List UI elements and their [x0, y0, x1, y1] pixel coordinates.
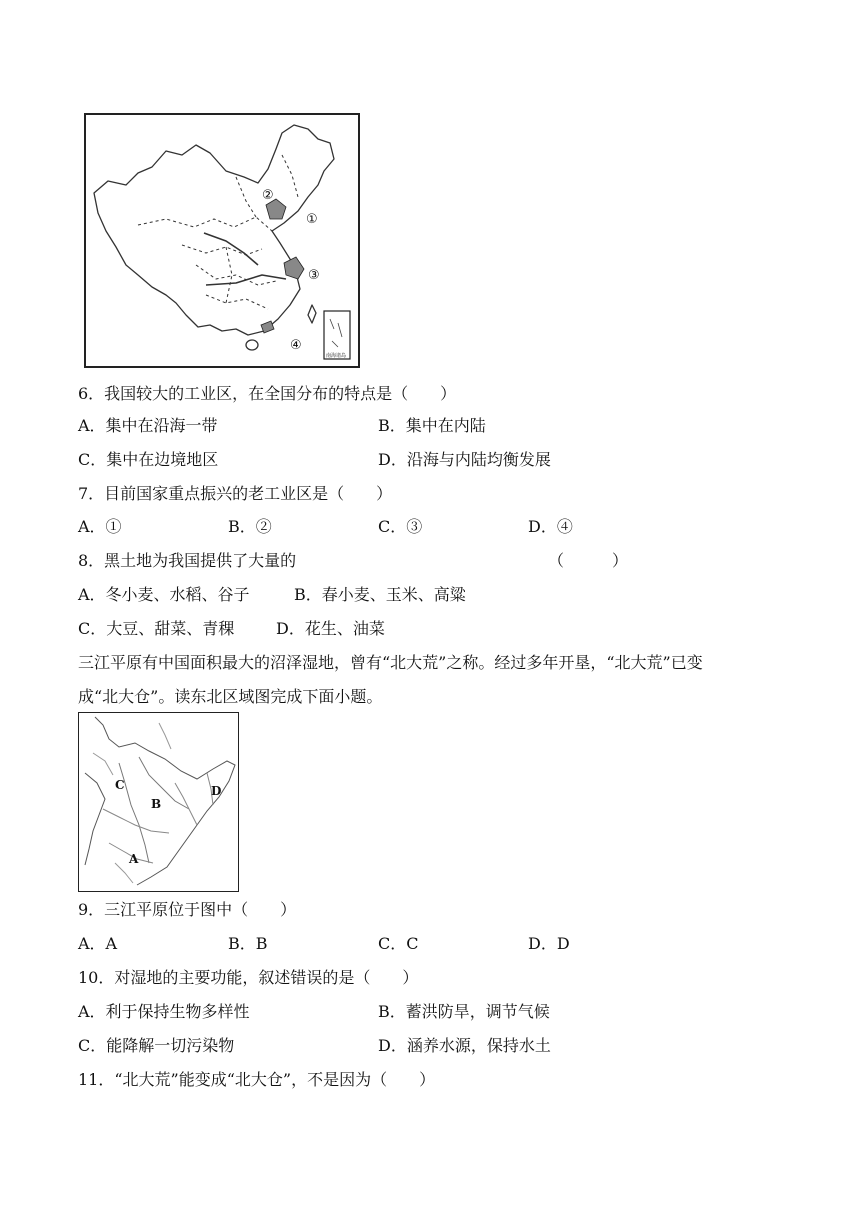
marker-2: ② [262, 188, 274, 203]
q8-answer-paren: （ ） [548, 551, 629, 570]
industry-zone-3 [284, 257, 304, 279]
q7-stem: 7．目前国家重点振兴的老工业区是（ ） [78, 484, 393, 503]
map2-label-d: D [211, 784, 222, 798]
q7-option-d[interactable]: D．④ [528, 517, 573, 536]
q6-option-b[interactable]: B．集中在内陆 [378, 416, 486, 435]
passage-line-1: 三江平原有中国面积最大的沼泽湿地，曾有“北大荒”之称。经过多年开垦，“北大荒”已变 [78, 653, 703, 672]
q10-option-a[interactable]: A．利于保持生物多样性 [78, 1002, 250, 1021]
q7-option-c[interactable]: C．③ [378, 517, 423, 536]
northeast-outline-drawing [79, 713, 238, 891]
china-outline-drawing [86, 115, 358, 366]
q6-option-d[interactable]: D．沿海与内陆均衡发展 [378, 450, 551, 469]
q9-option-a[interactable]: A．A [78, 934, 118, 953]
marker-4: ④ [290, 338, 302, 353]
q9-option-b[interactable]: B．B [228, 934, 268, 953]
q6-option-c[interactable]: C．集中在边境地区 [78, 450, 219, 469]
industry-zone-4 [261, 321, 274, 333]
q8-option-b[interactable]: B．春小麦、玉米、高粱 [294, 585, 466, 604]
map2-label-a: A [129, 852, 139, 866]
svg-text:南海诸岛: 南海诸岛 [326, 353, 347, 359]
q6-option-a[interactable]: A．集中在沿海一带 [78, 416, 218, 435]
q11-stem: 11．“北大荒”能变成“北大仓”，不是因为（ ） [78, 1070, 436, 1089]
q10-option-d[interactable]: D．涵养水源，保持水土 [378, 1036, 551, 1055]
q6-stem: 6．我国较大的工业区，在全国分布的特点是（ ） [78, 384, 457, 403]
northeast-region-map [78, 712, 239, 892]
marker-1: ① [306, 212, 318, 227]
q9-option-c[interactable]: C．C [378, 934, 419, 953]
q9-option-d[interactable]: D．D [528, 934, 570, 953]
marker-3: ③ [308, 268, 320, 283]
china-industry-map [84, 113, 360, 368]
china-border [94, 125, 334, 335]
q8-option-c[interactable]: C．大豆、甜菜、青稞 [78, 619, 235, 638]
q9-stem: 9．三江平原位于图中（ ） [78, 900, 297, 919]
q10-option-c[interactable]: C．能降解一切污染物 [78, 1036, 235, 1055]
q8-option-a[interactable]: A．冬小麦、水稻、谷子 [78, 585, 250, 604]
passage-line-2: 成“北大仓”。读东北区域图完成下面小题。 [78, 687, 383, 706]
q8-stem: 8．黑土地为我国提供了大量的 [78, 551, 297, 570]
map2-label-c: C [115, 778, 125, 792]
map2-label-b: B [151, 797, 162, 811]
q10-stem: 10．对湿地的主要功能，叙述错误的是（ ） [78, 968, 419, 987]
q8-option-d[interactable]: D．花生、油菜 [276, 619, 385, 638]
q10-option-b[interactable]: B．蓄洪防旱，调节气候 [378, 1002, 550, 1021]
q7-option-a[interactable]: A．① [78, 517, 122, 536]
south-china-sea-inset [324, 311, 350, 359]
q7-option-b[interactable]: B．② [228, 517, 272, 536]
